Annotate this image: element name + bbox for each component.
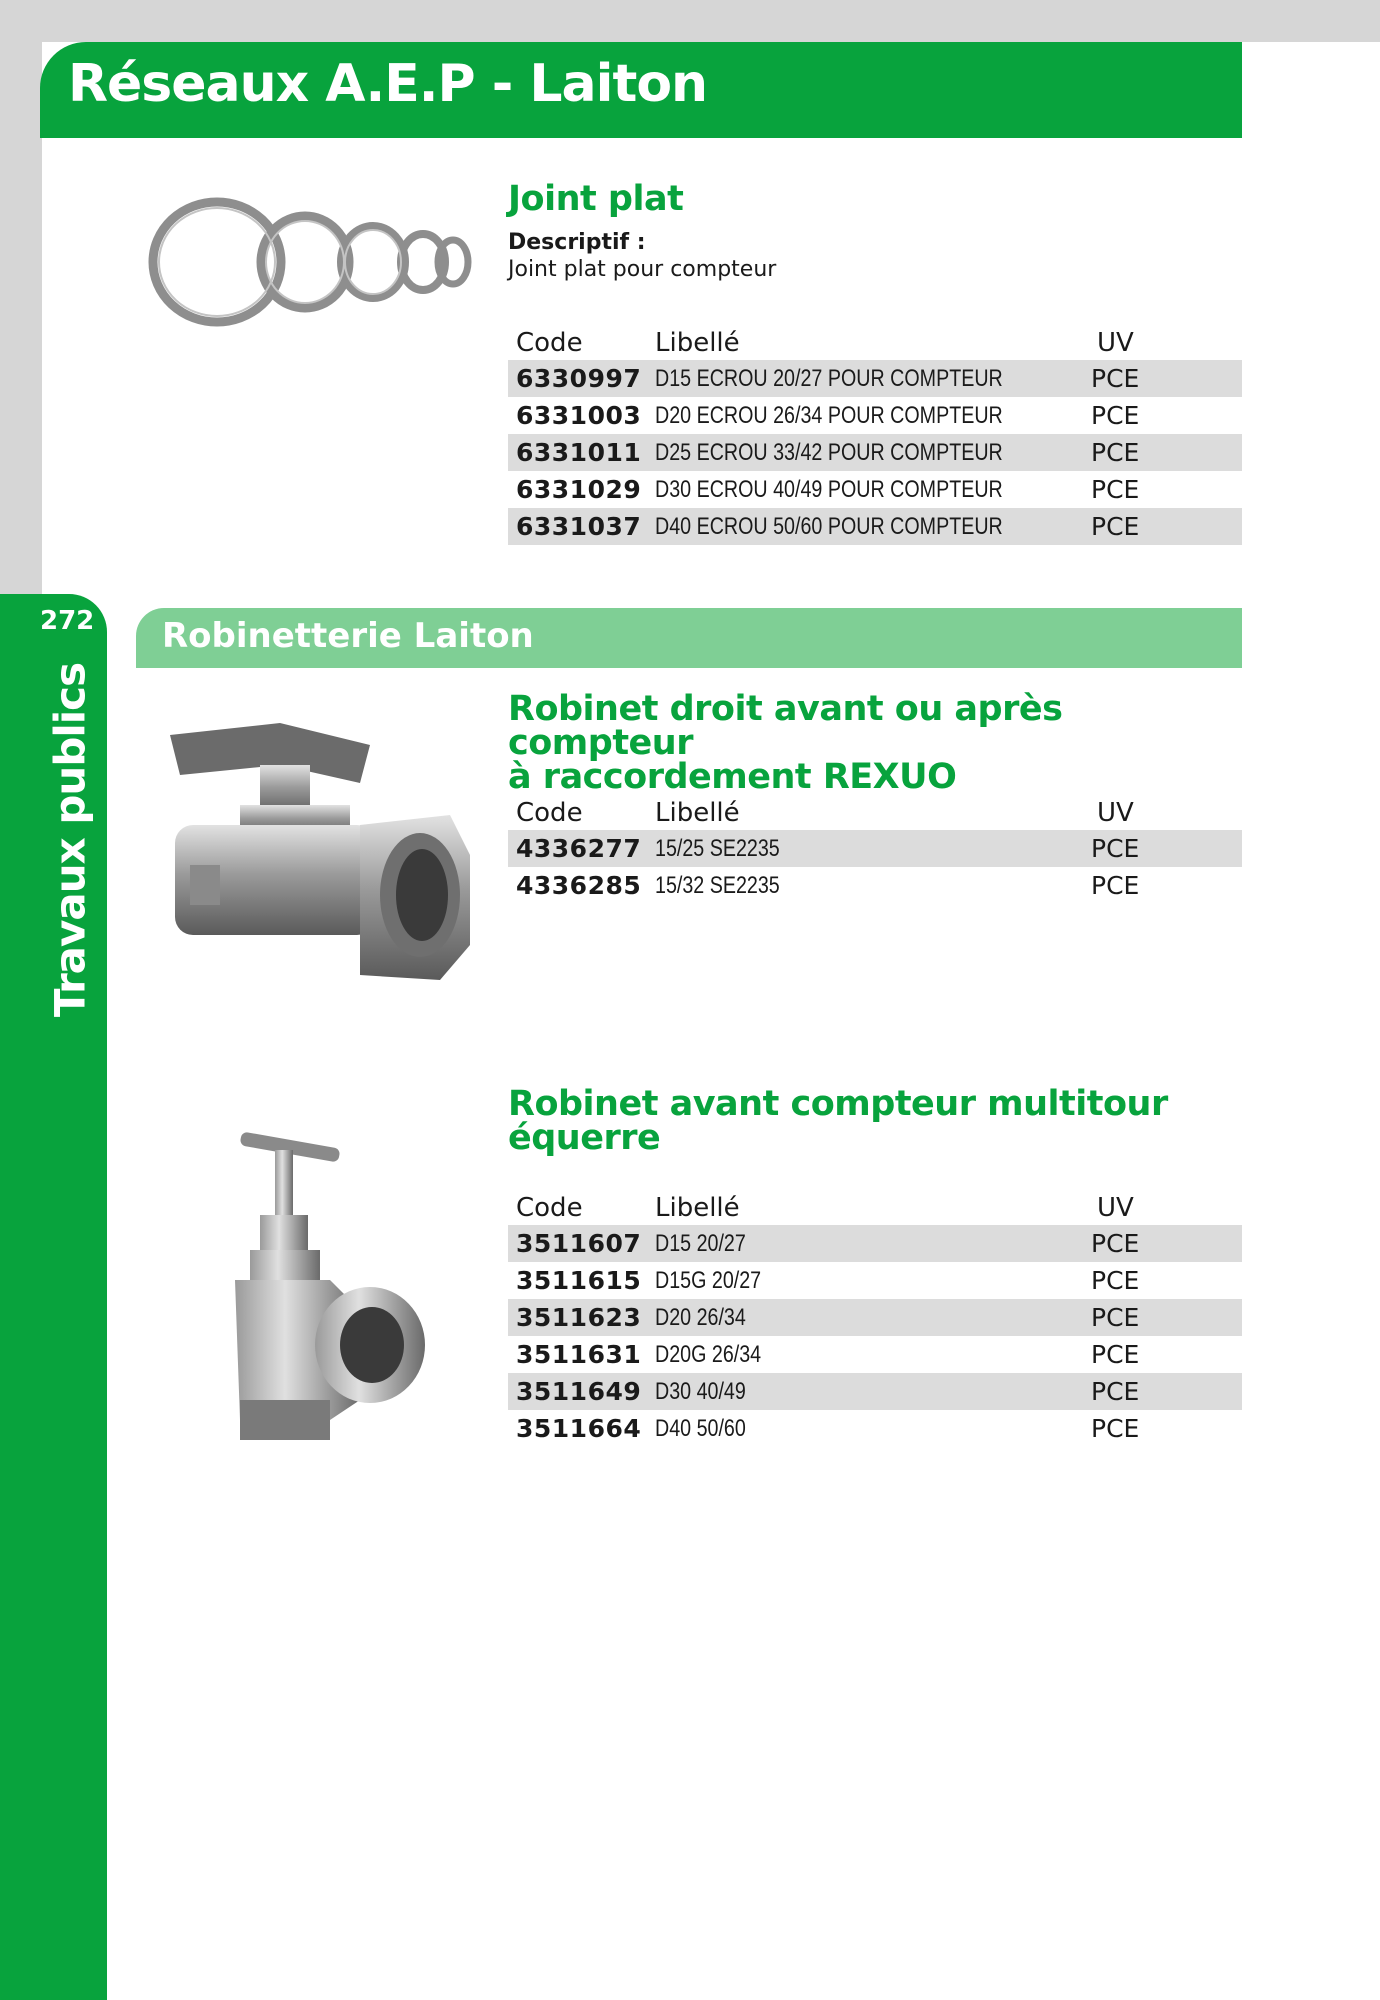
row-uv: PCE bbox=[1091, 364, 1140, 393]
product-title-line2: équerre bbox=[508, 1118, 661, 1158]
header-libelle: Libellé bbox=[655, 1193, 740, 1223]
description-label: Descriptif : bbox=[508, 230, 646, 255]
row-code: 6330997 bbox=[516, 364, 642, 393]
table-row bbox=[508, 1410, 1242, 1447]
header-code: Code bbox=[516, 328, 583, 358]
table-row bbox=[508, 360, 1242, 397]
row-code: 3511607 bbox=[516, 1229, 642, 1258]
top-margin-band bbox=[0, 0, 1380, 42]
row-libelle: D20 26/34 bbox=[655, 1303, 746, 1331]
table-row bbox=[508, 508, 1242, 545]
row-code: 6331037 bbox=[516, 512, 642, 541]
page-number: 272 bbox=[40, 606, 95, 636]
row-libelle: D30 40/49 bbox=[655, 1377, 746, 1405]
product-title-line1: Robinet avant compteur multitour bbox=[508, 1084, 1168, 1124]
table-row bbox=[508, 397, 1242, 434]
row-uv: PCE bbox=[1091, 1266, 1140, 1295]
product-table-robinet-equerre bbox=[508, 1189, 1242, 1447]
product-table-robinet-droit bbox=[508, 794, 1242, 904]
angle-valve-image bbox=[220, 1130, 440, 1450]
table-row bbox=[508, 1262, 1242, 1299]
row-libelle: 15/32 SE2235 bbox=[655, 871, 780, 899]
table-header bbox=[508, 794, 1242, 830]
row-uv: PCE bbox=[1091, 475, 1140, 504]
table-header bbox=[508, 324, 1242, 360]
row-code: 6331003 bbox=[516, 401, 642, 430]
row-code: 3511615 bbox=[516, 1266, 642, 1295]
row-uv: PCE bbox=[1091, 834, 1140, 863]
row-libelle: D30 ECROU 40/49 POUR COMPTEUR bbox=[655, 475, 1003, 503]
product-joint-plat bbox=[508, 179, 1242, 282]
row-uv: PCE bbox=[1091, 1340, 1140, 1369]
row-code: 3511664 bbox=[516, 1414, 642, 1443]
row-uv: PCE bbox=[1091, 438, 1140, 467]
product-title: Joint plat bbox=[508, 179, 684, 219]
product-title-line2: à raccordement REXUO bbox=[508, 757, 957, 797]
row-code: 6331029 bbox=[516, 475, 642, 504]
row-uv: PCE bbox=[1091, 1377, 1140, 1406]
row-libelle: D15G 20/27 bbox=[655, 1266, 762, 1294]
table-row bbox=[508, 867, 1242, 904]
product-title-line1: Robinet droit avant ou après compteur bbox=[508, 689, 1063, 763]
row-code: 4336277 bbox=[516, 834, 642, 863]
side-tab-label: Travaux publics bbox=[45, 662, 95, 1018]
product-robinet-droit bbox=[508, 689, 1242, 797]
row-uv: PCE bbox=[1091, 401, 1140, 430]
header-libelle: Libellé bbox=[655, 798, 740, 828]
flat-gasket-image bbox=[145, 190, 475, 335]
row-uv: PCE bbox=[1091, 1414, 1140, 1443]
row-uv: PCE bbox=[1091, 1229, 1140, 1258]
straight-valve-image bbox=[160, 705, 480, 1005]
header-uv: UV bbox=[1097, 328, 1134, 358]
row-code: 3511649 bbox=[516, 1377, 642, 1406]
header-uv: UV bbox=[1097, 798, 1134, 828]
row-libelle: D15 ECROU 20/27 POUR COMPTEUR bbox=[655, 364, 1003, 392]
row-libelle: D40 ECROU 50/60 POUR COMPTEUR bbox=[655, 512, 1003, 540]
row-libelle: D40 50/60 bbox=[655, 1414, 746, 1442]
section-header bbox=[136, 608, 1242, 668]
left-margin-band bbox=[0, 0, 42, 600]
table-row bbox=[508, 1225, 1242, 1262]
table-row bbox=[508, 1373, 1242, 1410]
row-code: 3511623 bbox=[516, 1303, 642, 1332]
row-libelle: D15 20/27 bbox=[655, 1229, 746, 1257]
header-code: Code bbox=[516, 798, 583, 828]
product-robinet-equerre bbox=[508, 1084, 1242, 1158]
row-libelle: 15/25 SE2235 bbox=[655, 834, 780, 862]
table-row bbox=[508, 1299, 1242, 1336]
row-code: 3511631 bbox=[516, 1340, 642, 1369]
header-code: Code bbox=[516, 1193, 583, 1223]
row-libelle: D20 ECROU 26/34 POUR COMPTEUR bbox=[655, 401, 1003, 429]
table-row bbox=[508, 1336, 1242, 1373]
row-code: 6331011 bbox=[516, 438, 642, 467]
row-code: 4336285 bbox=[516, 871, 642, 900]
section-title: Robinetterie Laiton bbox=[162, 616, 534, 656]
table-header bbox=[508, 1189, 1242, 1225]
row-uv: PCE bbox=[1091, 871, 1140, 900]
table-row bbox=[508, 471, 1242, 508]
page-header bbox=[40, 42, 1242, 138]
row-libelle: D25 ECROU 33/42 POUR COMPTEUR bbox=[655, 438, 1003, 466]
header-uv: UV bbox=[1097, 1193, 1134, 1223]
table-row bbox=[508, 434, 1242, 471]
page-title: Réseaux A.E.P - Laiton bbox=[68, 54, 708, 114]
header-libelle: Libellé bbox=[655, 328, 740, 358]
description-text: Joint plat pour compteur bbox=[508, 257, 777, 282]
table-row bbox=[508, 830, 1242, 867]
row-libelle: D20G 26/34 bbox=[655, 1340, 762, 1368]
row-uv: PCE bbox=[1091, 512, 1140, 541]
row-uv: PCE bbox=[1091, 1303, 1140, 1332]
product-table-joint-plat bbox=[508, 324, 1242, 545]
